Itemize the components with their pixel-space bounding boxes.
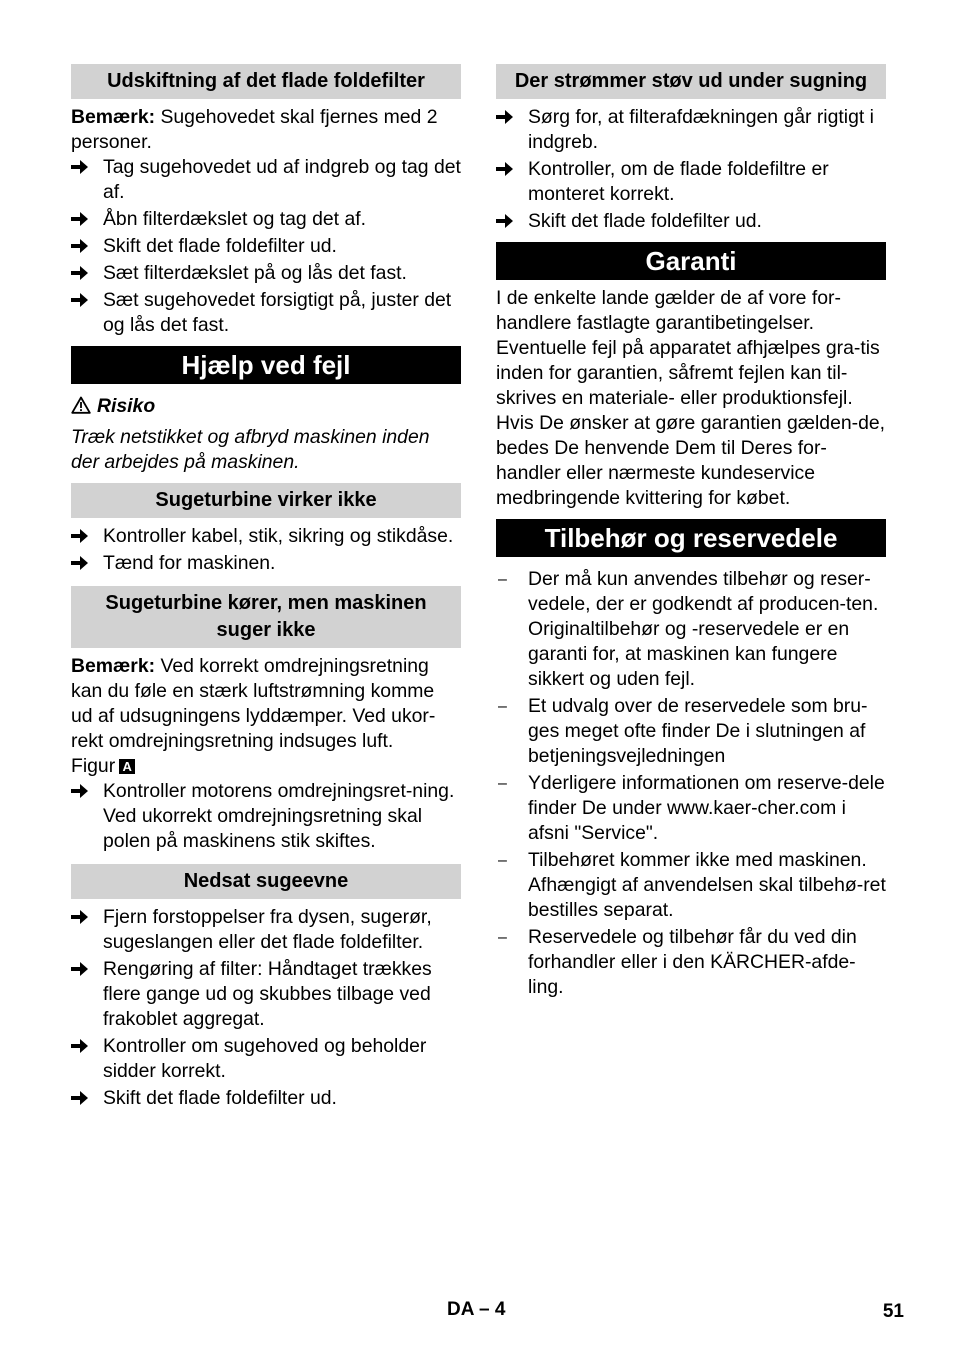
list-item: Tænd for maskinen. <box>71 551 461 576</box>
figure-badge: A <box>119 759 135 774</box>
dash-bullet: – <box>498 775 507 792</box>
arrow-right-icon <box>71 779 95 799</box>
arrow-right-icon <box>71 155 95 175</box>
right-column <box>496 64 886 1002</box>
arrow-right-icon <box>71 551 95 571</box>
section-heading: Sugeturbine kører, men maskinen suger ikke <box>71 586 461 648</box>
page-number: 51 <box>882 1301 904 1322</box>
dash-bullet: – <box>498 698 507 715</box>
section-heading: Sugeturbine virker ikke <box>71 483 461 518</box>
dash-bullet: – <box>498 571 507 588</box>
list-item: – Der må kun anvendes tilbehør og reser-vedele, der er godkendt af producen-ten. Originaltilbehør og -reservedele er en garanti for, at maskinen kan fungere sikkert og uden fejl. <box>498 568 879 690</box>
list-item: Sæt sugehovedet forsigtigt på, juster det og lås det fast. <box>71 288 461 338</box>
figure-reference: Figur A <box>71 754 461 779</box>
list-item: Rengøring af filter: Håndtaget trækkes flere gange ud og skubbes tilbage ved frakoblet aggregat. <box>71 957 461 1032</box>
main-heading: Tilbehør og reservedele <box>496 519 886 557</box>
arrow-right-icon <box>496 105 520 125</box>
arrow-right-icon <box>71 207 95 227</box>
arrow-right-icon <box>71 524 95 544</box>
list-item: Skift det flade foldefilter ud. <box>71 234 461 259</box>
list-item: Kontroller motorens omdrejningsret-ning. Ved ukorrekt omdrejningsretning skal polen på maskinens stik skiftes. <box>71 779 461 854</box>
section-heading: Der strømmer støv ud under sugning <box>496 64 886 99</box>
note-label: Bemærk: <box>71 655 156 677</box>
dash-bullet: – <box>498 929 507 946</box>
arrow-right-icon <box>71 957 95 977</box>
main-heading: Garanti <box>496 242 886 280</box>
arrow-right-icon <box>71 1034 95 1054</box>
footer-section-label: DA – 4 <box>447 1299 506 1320</box>
note <box>71 105 461 155</box>
list-item: Sæt filterdækslet på og lås det fast. <box>71 261 461 286</box>
main-heading: Hjælp ved fejl <box>71 346 461 384</box>
arrow-right-icon <box>71 905 95 925</box>
dash-bullet: – <box>498 852 507 869</box>
arrow-right-icon <box>71 288 95 308</box>
list-item: – Yderligere informationen om reserve-dele finder De under www.kaer-cher.com i afsni "Service". <box>498 772 885 844</box>
note-text: Sugehovedet skal fjernes med 2 personer. <box>71 106 438 153</box>
list-item: Kontroller, om de flade foldefiltre er monteret korrekt. <box>496 157 886 207</box>
arrow-right-icon <box>71 261 95 281</box>
arrow-right-icon <box>71 1086 95 1106</box>
list-item: Åbn filterdækslet og tag det af. <box>71 207 461 232</box>
arrow-right-icon <box>496 157 520 177</box>
list-item: Kontroller om sugehoved og beholder sidder korrekt. <box>71 1034 461 1084</box>
warranty-text: I de enkelte lande gælder de af vore for-handlere fastlagte garantibetingelser. Eventuelle fejl på apparatet afhjælpes gra-tis inden for garantien, såfremt fejlen kan til-skrives en materiale- eller produktionsfejl. Hvis De ønsker at gøre garantien gælden-de, bedes De henvende Dem til Deres for-handler eller nærmeste kundeservice medbringende kvittering for købet. <box>496 287 886 509</box>
note <box>71 654 461 754</box>
list-item: Tag sugehovedet ud af indgreb og tag det af. <box>71 155 461 205</box>
left-column <box>71 64 461 1113</box>
note-text: Ved korrekt omdrejningsretning kan du føle en stærk luftstrømning komme ud af udsugningens lyddæmper. Ved ukor-rekt omdrejningsretning indsuges luft. <box>71 655 436 752</box>
arrow-right-icon <box>496 209 520 229</box>
list-item: Sørg for, at filterafdækningen går rigtigt i indgreb. <box>496 105 886 155</box>
risk-text: Træk netstikket og afbryd maskinen inden der arbejdes på maskinen. <box>71 426 430 473</box>
section-heading: Nedsat sugeevne <box>71 864 461 899</box>
note-label: Bemærk: <box>71 106 156 128</box>
list-item: – Tilbehøret kommer ikke med maskinen. Afhængigt af anvendelsen skal tilbehø-ret bestilles separat. <box>498 849 886 921</box>
list-item: Kontroller kabel, stik, sikring og stikdåse. <box>71 524 461 549</box>
section-heading: Udskiftning af det flade foldefilter <box>71 64 461 99</box>
warning-icon <box>71 396 91 421</box>
risk-label: Risiko <box>97 395 156 417</box>
arrow-right-icon <box>71 234 95 254</box>
list-item: – Et udvalg over de reservedele som bru-ges meget ofte finder De i slutningen af betjeningsvejledningen <box>498 695 868 767</box>
list-item: Skift det flade foldefilter ud. <box>496 209 886 234</box>
list-item: Fjern forstoppelser fra dysen, sugerør, sugeslangen eller det flade foldefilter. <box>71 905 461 955</box>
list-item: – Reservedele og tilbehør får du ved din forhandler eller i den KÄRCHER-afde-ling. <box>498 926 857 998</box>
list-item: Skift det flade foldefilter ud. <box>71 1086 461 1111</box>
risk-block <box>71 394 461 475</box>
